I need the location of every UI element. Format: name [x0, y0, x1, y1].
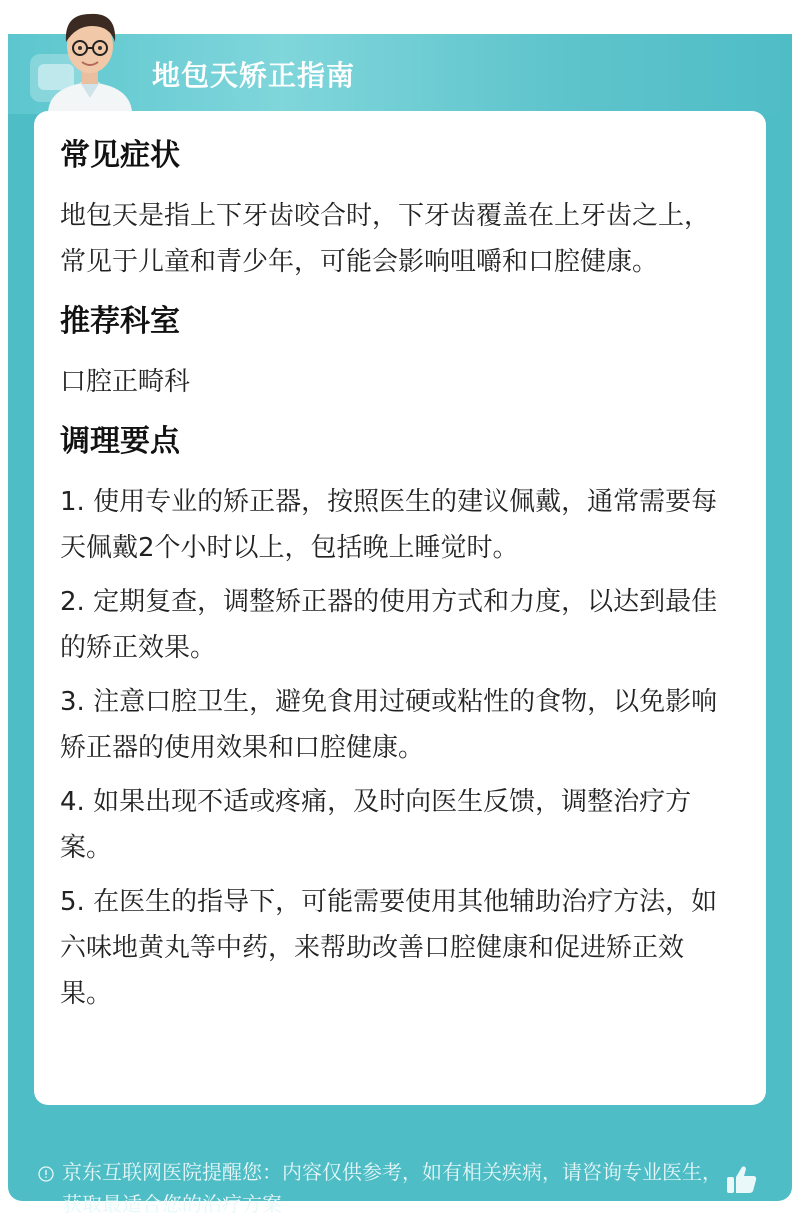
content-body — [60, 133, 730, 1025]
footer-disclaimer: 京东互联网医院提醒您：内容仅供参考，如有相关疾病，请咨询专业医生，获取最适合您的治疗方案 — [62, 1160, 722, 1216]
care-item-5: 5. 在医生的指导下，可能需要使用其他辅助治疗方法，如六味地黄丸等中药，来帮助改善口腔健康和促进矫正效果。 — [60, 887, 718, 1009]
care-item-1: 1. 使用专业的矫正器，按照医生的建议佩戴，通常需要每天佩戴2个小时以上，包括晚上睡觉时。 — [60, 487, 718, 563]
care-item-4: 4. 如果出现不适或疼痛，及时向医生反馈，调整治疗方案。 — [60, 787, 692, 863]
info-icon — [38, 1166, 54, 1182]
symptoms-heading: 常见症状 — [60, 138, 180, 173]
content-card — [34, 111, 766, 1105]
footer — [8, 1120, 792, 1216]
department-heading: 推荐科室 — [60, 304, 180, 339]
care-item-2: 2. 定期复查，调整矫正器的使用方式和力度，以达到最佳的矫正效果。 — [60, 587, 718, 663]
department-text: 口腔正畸科 — [60, 367, 191, 397]
symptoms-text: 地包天是指上下牙齿咬合时，下牙齿覆盖在上牙齿之上，常见于儿童和青少年，可能会影响咀嚼和口腔健康。 — [60, 201, 711, 277]
care-item-3: 3. 注意口腔卫生，避免食用过硬或粘性的食物，以免影响矫正器的使用效果和口腔健康。 — [60, 687, 718, 763]
care-heading: 调理要点 — [60, 424, 180, 459]
page-title: 地包天矫正指南 — [152, 59, 356, 92]
doctor-avatar — [40, 2, 140, 112]
thumbs-up-icon[interactable] — [724, 1162, 760, 1198]
